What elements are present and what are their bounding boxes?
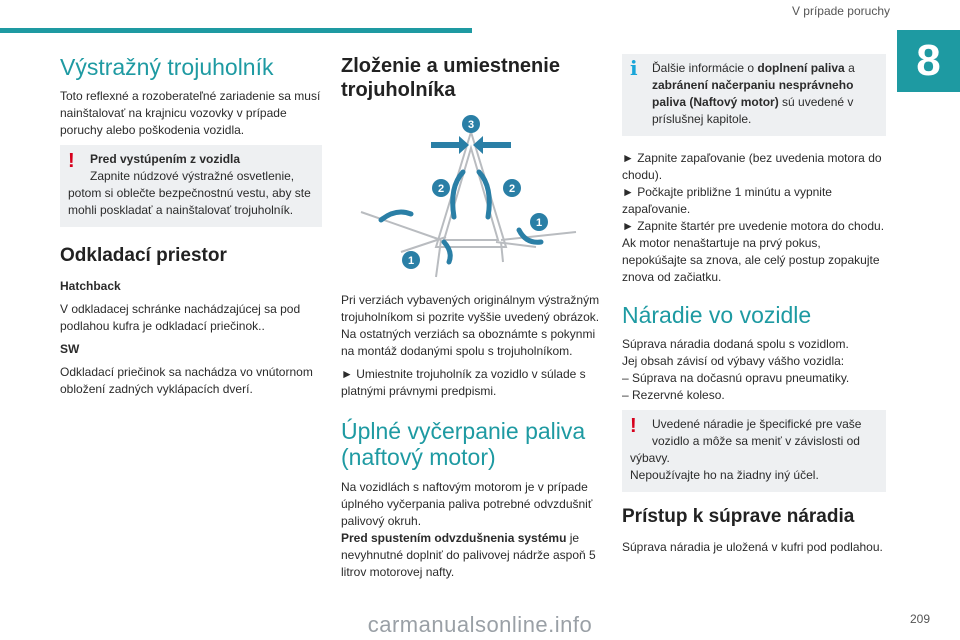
callout-1-right: 1 xyxy=(535,217,543,229)
sw-text: Odkladací priečinok sa nachádza vo vnútornom obložení zadných vyklápacích dverí. xyxy=(60,365,313,397)
hatchback-text: V odkladacej schránke nachádzajúcej sa pod podlahou kufra je odkladací priečinok.. xyxy=(60,302,301,334)
tools-warn-line3: výbavy. xyxy=(630,451,670,466)
fuel-bold: Pred spustením odvzdušnenia systému xyxy=(341,530,567,545)
step-1: ► Zapnite zapaľovanie (bez uvedenia motora do chodu). xyxy=(622,151,882,182)
assembly-para2: ► Umiestnite trojuholník za vozidlo v súlade s platnými právnymi predpismi. xyxy=(341,367,586,398)
page-number: 209 xyxy=(909,612,930,626)
hatchback-label: Hatchback xyxy=(60,279,121,294)
fuel-text: Na vozidlách s naftovým motorom je v prípade úplného vyčerpania paliva potrebné odvzdušniť palivový okruh. xyxy=(341,479,593,528)
column-2 xyxy=(341,54,603,587)
callout-3: 3 xyxy=(467,119,475,131)
info-icon: i xyxy=(630,56,638,80)
watermark: carmanualsonline.info xyxy=(367,612,593,637)
info-post: sú uvedené v príslušnej kapitole. xyxy=(652,95,854,126)
warning-triangle-heading: Výstražný trojuholník xyxy=(60,54,274,80)
fuel-after: je nevyhnutné doplniť do palivovej nádrže aspoň 5 litrov motorovej nafty. xyxy=(341,530,596,579)
warning-box xyxy=(60,145,322,227)
tools-access-text: Súprava náradia je uložená v kufri pod podlahou. xyxy=(622,540,883,555)
callout-2-right: 2 xyxy=(508,183,516,195)
tools-access-heading: Prístup k súprave náradia xyxy=(622,506,855,528)
fuel-heading: Úplné vyčerpanie paliva (naftový motor) xyxy=(341,418,586,471)
column-1 xyxy=(60,54,322,404)
info-bold1: doplnení paliva xyxy=(757,61,845,75)
tools-warn-line1: Uvedené náradie je špecifické pre vaše xyxy=(652,417,862,432)
tools-item1: – Súprava na dočasnú opravu pneumatiky. xyxy=(622,371,850,386)
top-accent-bar xyxy=(0,28,472,33)
warning-triangle-intro: Toto reflexné a rozoberateľné zariadenie sa musí nainštalovať na krajnicu vozovky v prípade poruchy alebo poškodenia vozidla. xyxy=(60,89,321,138)
tools-warning-box xyxy=(622,410,886,492)
fuel-bleed-text xyxy=(341,530,603,581)
step-2: ► Počkajte približne 1 minútu a vypnite zapaľovanie. xyxy=(622,185,832,216)
tools-heading: Náradie vo vozidle xyxy=(622,302,812,328)
info-mid: a xyxy=(844,61,855,75)
chapter-badge: 8 xyxy=(897,30,960,92)
assembly-para1: Pri verziách vybavených originálnym výstražným trojuholníkom si pozrite vyššie uvedený obrázok. Na ostatných verziách sa oboznámte s pokynmi na montáž dodanými spolu s trojuholníkom. xyxy=(341,293,600,358)
assembly-heading: Zloženie a umiestnenie trojuholníka xyxy=(341,55,560,101)
triangle-assembly-illustration xyxy=(341,112,603,282)
tools-warn-line2: vozidlo a môže sa meniť v závislosti od xyxy=(652,434,860,449)
section-title: V prípade poruchy xyxy=(791,4,890,18)
column-3 xyxy=(622,54,886,562)
warning-box-text: potom si oblečte bezpečnostnú vestu, aby ste mohli poskladať a nainštalovať trojuholník. xyxy=(68,186,311,218)
tools-line2: Jej obsah závisí od výbavy vášho vozidla: xyxy=(622,354,845,369)
tools-line1: Súprava náradia dodaná spolu s vozidlom. xyxy=(622,337,849,352)
callout-1-left: 1 xyxy=(407,255,415,267)
tools-warn-line4: Nepoužívajte ho na žiadny iný účel. xyxy=(630,468,819,483)
sw-label: SW xyxy=(60,342,80,357)
warning-box-title: Pred vystúpením z vozidla xyxy=(90,152,241,167)
storage-heading: Odkladací priestor xyxy=(60,245,227,267)
info-pre: Ďalšie informácie o xyxy=(652,61,758,75)
info-box xyxy=(622,54,886,136)
warning-icon: ! xyxy=(630,415,637,438)
step-4: Ak motor nenaštartuje na prvý pokus, nepokúšajte sa znova, ale celý postup zopakujte znova od začiatku. xyxy=(622,236,880,284)
step-3: ► Zapnite štartér pre uvedenie motora do chodu. xyxy=(622,219,885,233)
warning-icon: ! xyxy=(68,150,75,173)
info-text xyxy=(652,60,878,128)
callout-2-left: 2 xyxy=(437,183,445,195)
warning-box-line1: Zapnite núdzové výstražné osvetlenie, xyxy=(90,169,295,184)
tools-item2: – Rezervné koleso. xyxy=(622,388,725,403)
info-bold2: zabránení načerpaniu nesprávneho paliva (Naftový motor) xyxy=(652,78,854,109)
